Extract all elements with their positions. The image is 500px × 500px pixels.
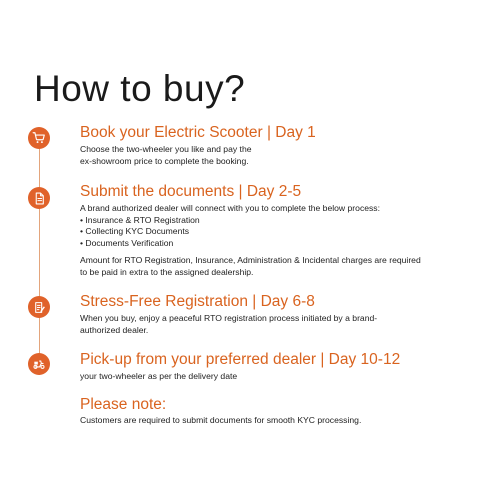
list-item: • Insurance & RTO Registration <box>80 214 200 225</box>
step-3-icon-badge <box>28 296 50 318</box>
step-1-line-1: Choose the two-wheeler you like and pay the <box>80 144 252 154</box>
step-4-icon-badge <box>28 353 50 375</box>
step-1-icon-badge <box>28 127 50 149</box>
step-3-description <box>80 313 480 336</box>
step-3-line-1: When you buy, enjoy a peaceful RTO registration process initiated by a brand- <box>80 313 378 323</box>
step-2-bullet-list <box>80 215 480 250</box>
step-4-heading: Pick-up from your preferred dealer | Day 10-12 <box>80 351 401 368</box>
list-item: • Documents Verification <box>80 237 174 248</box>
step-1-line-2: ex-showroom price to complete the booking. <box>80 155 249 166</box>
step-3-line-2: authorized dealer. <box>80 324 149 335</box>
delivery-scooter-icon <box>32 357 46 371</box>
document-icon <box>33 192 46 205</box>
step-4-description <box>80 371 480 383</box>
note-heading: Please note: <box>80 396 167 413</box>
step-1-heading: Book your Electric Scooter | Day 1 <box>80 124 316 141</box>
note-text: Customers are required to submit documents for smooth KYC processing. <box>80 415 362 425</box>
registration-form-icon <box>33 301 46 314</box>
step-2-note-line-1: Amount for RTO Registration, Insurance, Administration & Incidental charges are required <box>80 255 421 265</box>
step-4-line-1: your two-wheeler as per the delivery date <box>80 371 238 381</box>
list-item: • Collecting KYC Documents <box>80 226 190 236</box>
step-2-heading: Submit the documents | Day 2-5 <box>80 183 302 200</box>
step-2-intro: A brand authorized dealer will connect with you to complete the below process: <box>80 203 380 213</box>
page-title: How to buy? <box>34 68 246 109</box>
step-3-heading: Stress-Free Registration | Day 6-8 <box>80 293 315 310</box>
step-2-icon-badge <box>28 187 50 209</box>
step-1-description <box>80 144 480 167</box>
step-2-note-line-2: to be paid in extra to the assigned dealership. <box>80 266 254 277</box>
shopping-cart-icon <box>32 131 46 145</box>
step-2-charges-note <box>80 255 480 278</box>
timeline-line <box>39 140 40 375</box>
